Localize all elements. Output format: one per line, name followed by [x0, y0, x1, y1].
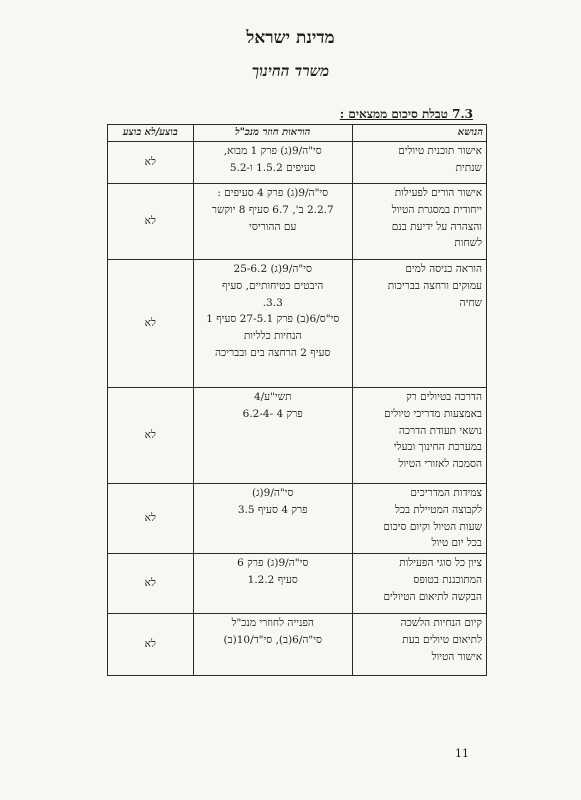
- cell-reference: [193, 184, 352, 260]
- cell-reference: [193, 484, 352, 554]
- cell-topic: [352, 142, 486, 184]
- reference-line: סעיף 2 הרחצה בים ובבריכה: [215, 346, 331, 359]
- reference-line: סי"ס/6(ב) פרק 27-5.1 סעיף 1: [206, 313, 340, 326]
- section-heading: 7.3 טבלת סיכום ממצאים :: [339, 107, 473, 121]
- table-row: [108, 614, 487, 676]
- findings-summary-table: [107, 124, 487, 676]
- cell-executed: לא: [108, 388, 194, 484]
- reference-line: תשי"ע/4: [253, 391, 292, 403]
- topic-line: הוראה כניסה למים: [405, 263, 482, 275]
- table-row: [108, 184, 487, 260]
- header-reference: הוראות חוזר מנכ"ל: [193, 125, 352, 142]
- topic-line: ציון כל סוגי הפעילות: [399, 557, 482, 570]
- page-title: מדינת ישראל: [246, 28, 335, 48]
- topic-line: אישור הורים לפעילות: [394, 187, 482, 199]
- topic-line: באמצעות מדריכי טיולים: [384, 407, 482, 420]
- reference-line: 2.2.7 ב', 6.7 סעיף 8 יוקשר: [211, 203, 334, 216]
- topic-line: נושאי תעודת הדרכה: [398, 424, 482, 437]
- page-number: 11: [455, 747, 469, 760]
- cell-reference: [193, 142, 352, 184]
- cell-topic: [352, 184, 486, 260]
- reference-line: סעיף 1.2.2: [247, 573, 298, 586]
- reference-line: פרק 4 סעיף 3.5: [237, 503, 308, 516]
- header-topic: הנושא: [352, 125, 486, 142]
- topic-line: שעות הטיול וקיום סיכום: [383, 520, 482, 533]
- reference-line: סי"ה/6(ב), סי"ד/10(ב): [223, 633, 322, 646]
- topic-line: הבקשה לתיאום הטיולים: [383, 590, 482, 603]
- topic-line: קיום הנחיות הלשכה: [400, 617, 482, 630]
- table-row: [108, 142, 487, 184]
- topic-line: במערכת החינוך ובעלי: [393, 441, 482, 454]
- cell-executed: לא: [108, 142, 194, 184]
- topic-line: ייחודית במסגרת הטיול: [391, 203, 482, 216]
- topic-line: והצהרה על ידיעת בנם: [391, 220, 482, 233]
- reference-line: פרק 4 -6.2-4: [242, 407, 303, 420]
- topic-line: שנתית: [455, 161, 482, 174]
- cell-topic: [352, 554, 486, 614]
- cell-executed: לא: [108, 554, 194, 614]
- topic-line: הדרכה בטיולים רק: [406, 391, 482, 403]
- reference-line: הפנייה לחוזרי מנכ"ל: [231, 617, 314, 630]
- table-row: [108, 484, 487, 554]
- cell-reference: [193, 554, 352, 614]
- topic-line: לקבוצה המטיילת בכל: [394, 503, 482, 516]
- cell-executed: לא: [108, 184, 194, 260]
- table-row: [108, 554, 487, 614]
- topic-line: בכל יום טיול: [431, 537, 482, 550]
- table-header-row: [108, 125, 487, 142]
- topic-line: לשחות: [454, 237, 482, 250]
- table-row: [108, 388, 487, 484]
- table-body: [108, 142, 487, 676]
- reference-line: סעיפים 1.5.2 ו-5.2: [229, 161, 316, 174]
- topic-line: צמידות המדריכים: [410, 487, 482, 499]
- reference-line: היבטים בטיחותיים, סעיף: [222, 279, 324, 292]
- page-subtitle: משרד החינוך: [251, 62, 330, 80]
- cell-executed: לא: [108, 260, 194, 388]
- reference-line: 3.3.: [262, 296, 283, 309]
- reference-line: סי"ה/9(ג): [251, 487, 294, 499]
- topic-line: המתוכננת בטופס: [413, 573, 482, 586]
- cell-reference: [193, 260, 352, 388]
- cell-executed: לא: [108, 614, 194, 676]
- topic-line: אישור הטיול: [431, 650, 482, 663]
- reference-line: עם ההוריסי: [249, 220, 297, 233]
- topic-line: שחיה: [459, 296, 482, 309]
- reference-line: סי"ה/9(ג) 25-6.2: [233, 263, 312, 275]
- reference-line: סי"ה/9(ג) פרק 4 סעיפים :: [217, 187, 329, 199]
- cell-reference: [193, 614, 352, 676]
- cell-reference: [193, 388, 352, 484]
- header-executed: בוצע/לא בוצע: [108, 125, 194, 142]
- cell-topic: [352, 484, 486, 554]
- reference-line: הנחיות כלליות: [243, 330, 302, 343]
- cell-executed: לא: [108, 484, 194, 554]
- topic-line: עמוקים ורחצה בבריכות: [387, 279, 482, 292]
- table-row: [108, 260, 487, 388]
- cell-topic: [352, 614, 486, 676]
- topic-line: אישור תוכנית טיולים: [398, 145, 482, 157]
- topic-line: לתיאום טיולים בעת: [402, 633, 482, 646]
- reference-line: סי"ה/9(ג) פרק 1 מבוא,: [223, 145, 322, 157]
- reference-line: סי"ה/9(ג) פרק 6: [237, 557, 309, 570]
- cell-topic: [352, 388, 486, 484]
- topic-line: הסמכה לאזורי הטיול: [398, 458, 482, 471]
- cell-topic: [352, 260, 486, 388]
